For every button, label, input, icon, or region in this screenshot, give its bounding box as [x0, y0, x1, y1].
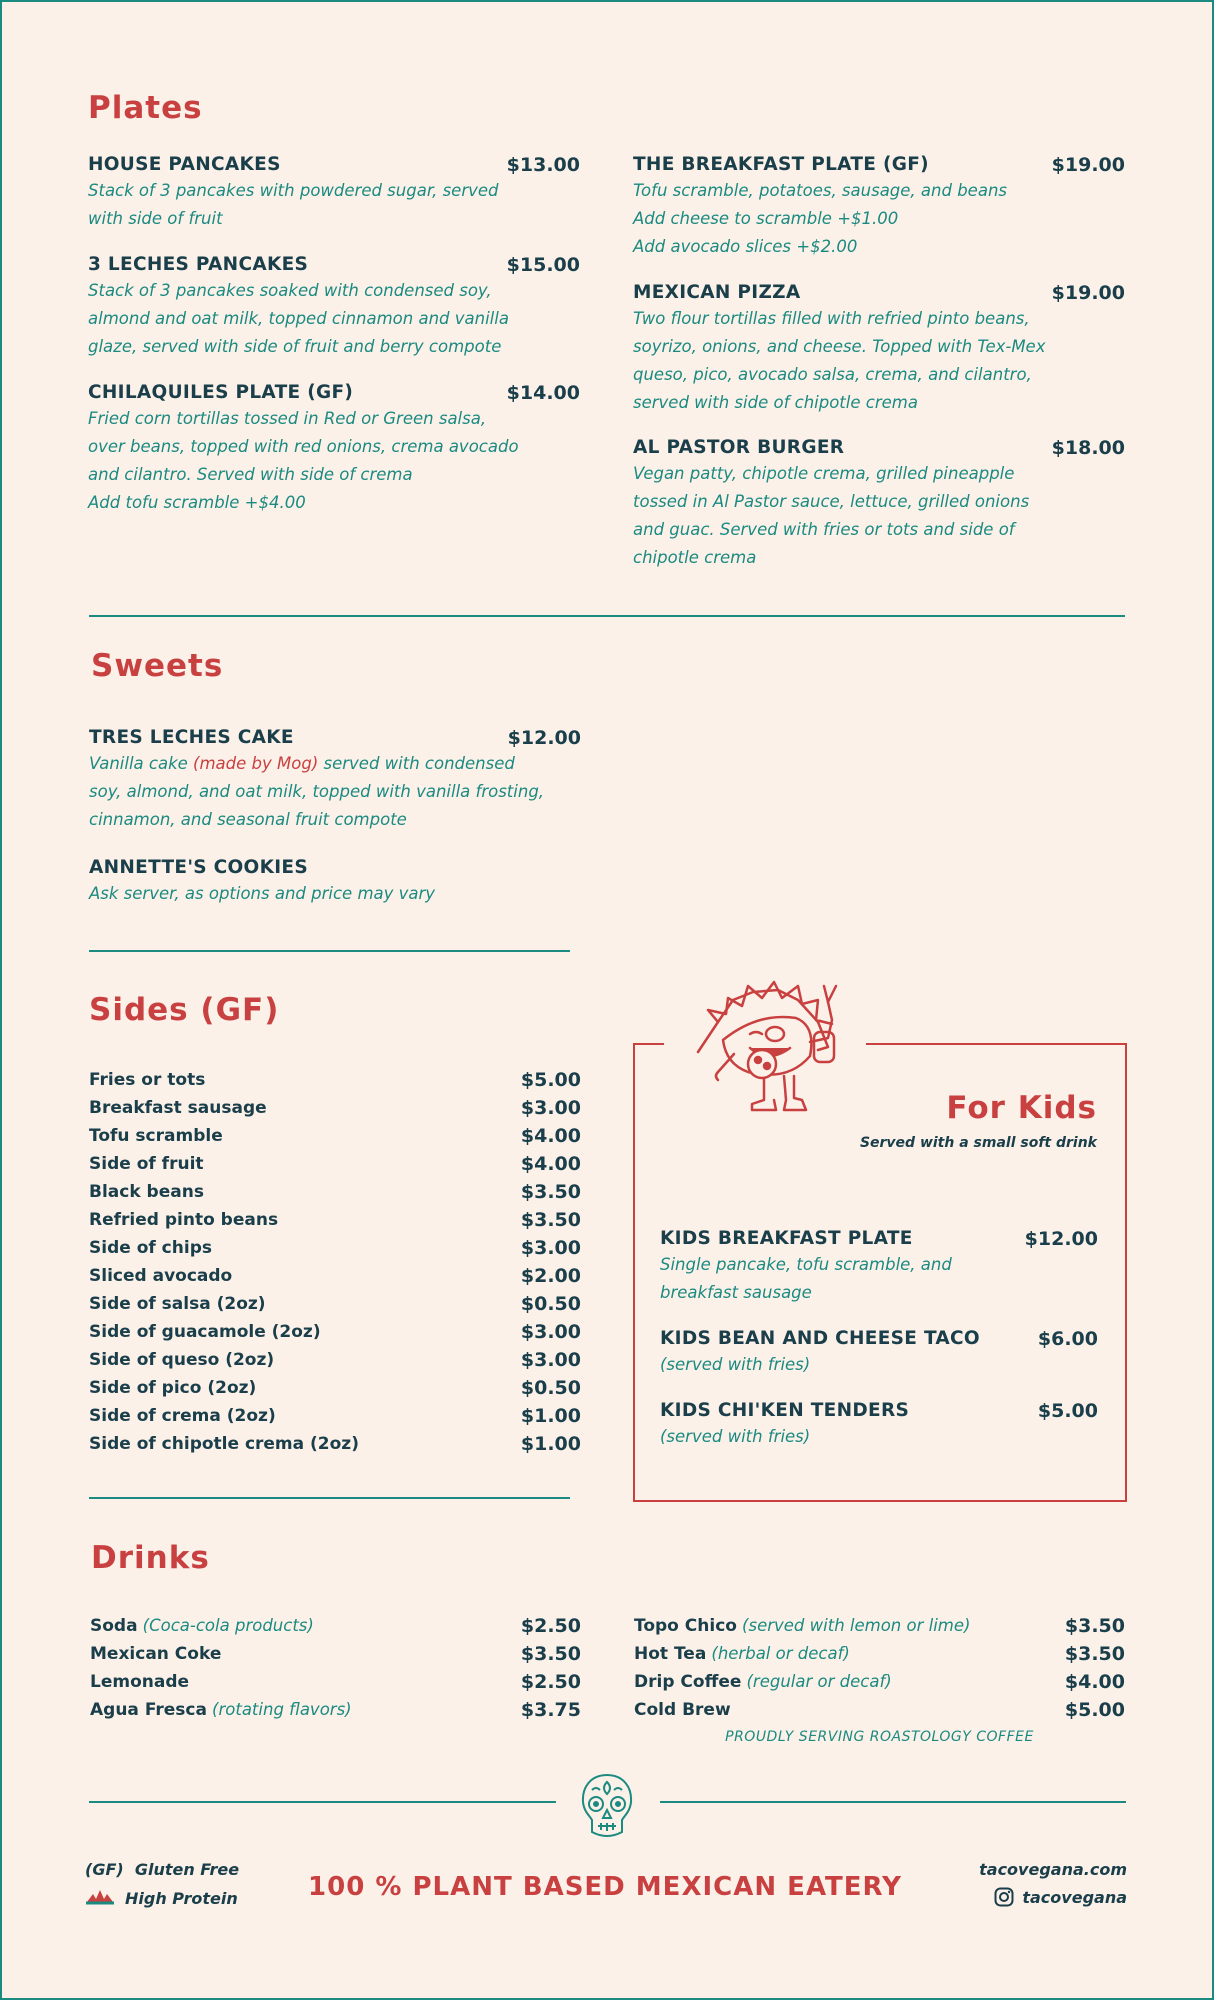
item-desc-line: (served with fries) [660, 1355, 811, 1374]
drink-name: Hot Tea [634, 1644, 707, 1664]
side-row [89, 1066, 581, 1094]
item-desc-line: Add avocado slices +$2.00 [633, 237, 858, 256]
drink-row [634, 1668, 1125, 1696]
item-desc-line: breakfast sausage [660, 1283, 812, 1302]
item-desc-line: Stack of 3 pancakes soaked with condensed soy, [88, 281, 492, 300]
item-name: AL PASTOR BURGER [633, 437, 845, 458]
drink-price: $5.00 [1064, 1699, 1125, 1721]
side-price: $3.00 [520, 1349, 581, 1371]
menu-item-tres-leches-cake [89, 727, 581, 857]
drinks-right-list [634, 1612, 1125, 1724]
item-name: KIDS BEAN AND CHEESE TACO [660, 1328, 980, 1349]
drink-row [90, 1668, 581, 1696]
item-price: $18.00 [1051, 437, 1125, 459]
drink-row [634, 1696, 1125, 1724]
instagram-handle[interactable] [940, 1887, 1127, 1907]
item-price: $19.00 [1051, 154, 1125, 176]
item-desc-line: queso, pico, avocado salsa, crema, and cilantro, [633, 365, 1032, 384]
drink-note: (regular or decaf) [746, 1672, 892, 1691]
drink-price: $3.50 [1064, 1615, 1125, 1637]
item-name: THE BREAKFAST PLATE (GF) [633, 154, 929, 175]
side-row [89, 1290, 581, 1318]
gf-key: (GF) [85, 1860, 124, 1879]
side-name: Side of fruit [89, 1154, 204, 1174]
side-name: Side of chipotle crema (2oz) [89, 1434, 359, 1454]
item-name: CHILAQUILES PLATE (GF) [88, 382, 354, 403]
item-desc-line: and guac. Served with fries or tots and side of [633, 520, 1015, 539]
plates-left-column [88, 154, 580, 532]
item-desc-line: soy, almond, and oat milk, topped with vanilla frosting, [89, 782, 545, 801]
drink-price: $4.00 [1064, 1671, 1125, 1693]
drink-name: Soda [90, 1616, 138, 1636]
item-desc-line: Ask server, as options and price may vary [89, 884, 436, 903]
drink-price: $3.50 [520, 1643, 581, 1665]
kids-title: For Kids [946, 1090, 1097, 1126]
instagram-icon [994, 1887, 1014, 1907]
item-desc-line: Two flour tortillas filled with refried pinto beans, [633, 309, 1030, 328]
menu-item-kids-breakfast-plate [660, 1228, 1098, 1328]
side-row [89, 1262, 581, 1290]
desc-text: served with condensed [318, 754, 515, 773]
side-price: $3.00 [520, 1321, 581, 1343]
item-name: MEXICAN PIZZA [633, 282, 801, 303]
item-desc-line: (served with fries) [660, 1427, 811, 1446]
side-name: Refried pinto beans [89, 1210, 279, 1230]
item-name: HOUSE PANCAKES [88, 154, 281, 175]
drink-row [634, 1640, 1125, 1668]
side-name: Fries or tots [89, 1070, 206, 1090]
drink-note: (served with lemon or lime) [742, 1616, 971, 1635]
item-price: $13.00 [506, 154, 580, 176]
tagline: 100 % PLANT BASED MEXICAN EATERY [308, 1872, 902, 1902]
side-price: $3.00 [520, 1237, 581, 1259]
item-desc-line: with side of fruit [88, 209, 223, 228]
drink-note: (Coca-cola products) [142, 1616, 314, 1635]
kids-subtitle: Served with a small soft drink [859, 1135, 1097, 1151]
menu-item-kids-chiken-tenders [660, 1400, 1098, 1472]
drink-name: Drip Coffee [634, 1672, 742, 1692]
menu-item-breakfast-plate [633, 154, 1125, 282]
high-protein-icon [85, 1888, 115, 1906]
side-name: Tofu scramble [89, 1126, 223, 1146]
divider [660, 1801, 1126, 1803]
item-desc-line [89, 750, 581, 778]
side-price: $3.50 [520, 1181, 581, 1203]
item-price: $12.00 [1024, 1228, 1098, 1250]
website-link[interactable]: tacovegana.com [979, 1860, 1127, 1879]
side-row [89, 1234, 581, 1262]
desc-text: Vanilla cake [89, 754, 194, 773]
side-row [89, 1402, 581, 1430]
made-by-mog-note: (made by Mog) [193, 754, 319, 773]
divider [89, 950, 570, 952]
menu-item-chilaquiles-plate [88, 382, 580, 532]
side-name: Black beans [89, 1182, 204, 1202]
drink-note: (herbal or decaf) [711, 1644, 850, 1663]
side-row [89, 1346, 581, 1374]
side-price: $4.00 [520, 1125, 581, 1147]
drink-price: $2.50 [520, 1615, 581, 1637]
drink-price: $3.50 [1064, 1643, 1125, 1665]
item-name: ANNETTE'S COOKIES [89, 857, 308, 878]
sweets-title: Sweets [91, 648, 224, 684]
side-row [89, 1206, 581, 1234]
drink-name: Agua Fresca [90, 1700, 207, 1720]
gf-label: Gluten Free [134, 1860, 240, 1879]
side-name: Side of crema (2oz) [89, 1406, 276, 1426]
item-price: $19.00 [1051, 282, 1125, 304]
plates-title: Plates [88, 90, 203, 126]
item-desc-line: soyrizo, onions, and cheese. Topped with Tex-Mex [633, 337, 1046, 356]
side-price: $4.00 [520, 1153, 581, 1175]
gf-legend [85, 1860, 239, 1879]
drink-price: $2.50 [520, 1671, 581, 1693]
item-desc-line: over beans, topped with red onions, crema avocado [88, 437, 519, 456]
menu-item-al-pastor-burger [633, 437, 1125, 587]
protein-legend [85, 1888, 238, 1908]
item-price: $12.00 [507, 727, 581, 749]
menu-item-house-pancakes [88, 154, 580, 254]
side-row [89, 1122, 581, 1150]
side-price: $3.00 [520, 1097, 581, 1119]
side-row [89, 1318, 581, 1346]
item-name: TRES LECHES CAKE [89, 727, 294, 748]
menu-item-mexican-pizza [633, 282, 1125, 437]
side-price: $1.00 [520, 1405, 581, 1427]
sides-list [89, 1066, 581, 1462]
divider [89, 1801, 556, 1803]
side-name: Side of queso (2oz) [89, 1350, 275, 1370]
item-desc-line: cinnamon, and seasonal fruit compote [89, 810, 407, 829]
item-desc-line: Vegan patty, chipotle crema, grilled pineapple [633, 464, 1015, 483]
drink-name: Topo Chico [634, 1616, 737, 1636]
item-price: $15.00 [506, 254, 580, 276]
drink-note: (rotating flavors) [212, 1700, 352, 1719]
sides-title: Sides (GF) [89, 992, 280, 1028]
menu-item-kids-bean-cheese-taco [660, 1328, 1098, 1400]
side-name: Breakfast sausage [89, 1098, 267, 1118]
drink-row [634, 1612, 1125, 1640]
drinks-title: Drinks [91, 1540, 210, 1576]
drink-price: $3.75 [520, 1699, 581, 1721]
item-desc-line: Stack of 3 pancakes with powdered sugar, served [88, 181, 499, 200]
instagram-label: tacovegana [1022, 1888, 1127, 1907]
sugar-skull-icon [578, 1772, 636, 1842]
item-desc-line: Add cheese to scramble +$1.00 [633, 209, 899, 228]
protein-label: High Protein [125, 1889, 238, 1908]
side-name: Side of guacamole (2oz) [89, 1322, 321, 1342]
drinks-left-list [90, 1612, 581, 1724]
kids-items [660, 1228, 1098, 1472]
side-price: $0.50 [520, 1377, 581, 1399]
item-price: $5.00 [1037, 1400, 1098, 1422]
sweets-list [89, 727, 581, 917]
item-desc-line: chipotle crema [633, 548, 757, 567]
side-row [89, 1430, 581, 1458]
side-row [89, 1150, 581, 1178]
menu-item-3-leches-pancakes [88, 254, 580, 382]
item-name: 3 LECHES PANCAKES [88, 254, 309, 275]
side-price: $2.00 [520, 1265, 581, 1287]
drink-row [90, 1640, 581, 1668]
item-desc-line: Single pancake, tofu scramble, and [660, 1255, 952, 1274]
item-desc-line: and cilantro. Served with side of crema [88, 465, 413, 484]
item-desc-line: served with side of chipotle crema [633, 393, 918, 412]
side-price: $5.00 [520, 1069, 581, 1091]
item-desc-line: Fried corn tortillas tossed in Red or Green salsa, [88, 409, 487, 428]
item-desc-line: almond and oat milk, topped cinnamon and vanilla [88, 309, 509, 328]
side-name: Side of chips [89, 1238, 212, 1258]
drink-row [90, 1696, 581, 1724]
side-name: Sliced avocado [89, 1266, 233, 1286]
drink-row [90, 1612, 581, 1640]
divider [89, 615, 1125, 617]
item-desc-line: tossed in Al Pastor sauce, lettuce, grilled onions [633, 492, 1030, 511]
item-price: $14.00 [506, 382, 580, 404]
drink-name: Cold Brew [634, 1700, 731, 1720]
side-row [89, 1094, 581, 1122]
item-name: KIDS CHI'KEN TENDERS [660, 1400, 910, 1421]
coffee-note: PROUDLY SERVING ROASTOLOGY COFFEE [725, 1729, 1034, 1745]
item-desc-line: Add tofu scramble +$4.00 [88, 493, 306, 512]
side-name: Side of salsa (2oz) [89, 1294, 266, 1314]
item-desc-line: Tofu scramble, potatoes, sausage, and beans [633, 181, 1007, 200]
menu-item-annettes-cookies [89, 857, 581, 917]
side-row [89, 1178, 581, 1206]
side-name: Side of pico (2oz) [89, 1378, 257, 1398]
plates-right-column [633, 154, 1125, 587]
divider [89, 1497, 570, 1499]
item-price: $6.00 [1037, 1328, 1098, 1350]
side-price: $0.50 [520, 1293, 581, 1315]
side-price: $1.00 [520, 1433, 581, 1455]
side-price: $3.50 [520, 1209, 581, 1231]
drink-name: Lemonade [90, 1672, 190, 1692]
drink-name: Mexican Coke [90, 1644, 222, 1664]
item-desc-line: glaze, served with side of fruit and berry compote [88, 337, 502, 356]
item-name: KIDS BREAKFAST PLATE [660, 1228, 913, 1249]
side-row [89, 1374, 581, 1402]
